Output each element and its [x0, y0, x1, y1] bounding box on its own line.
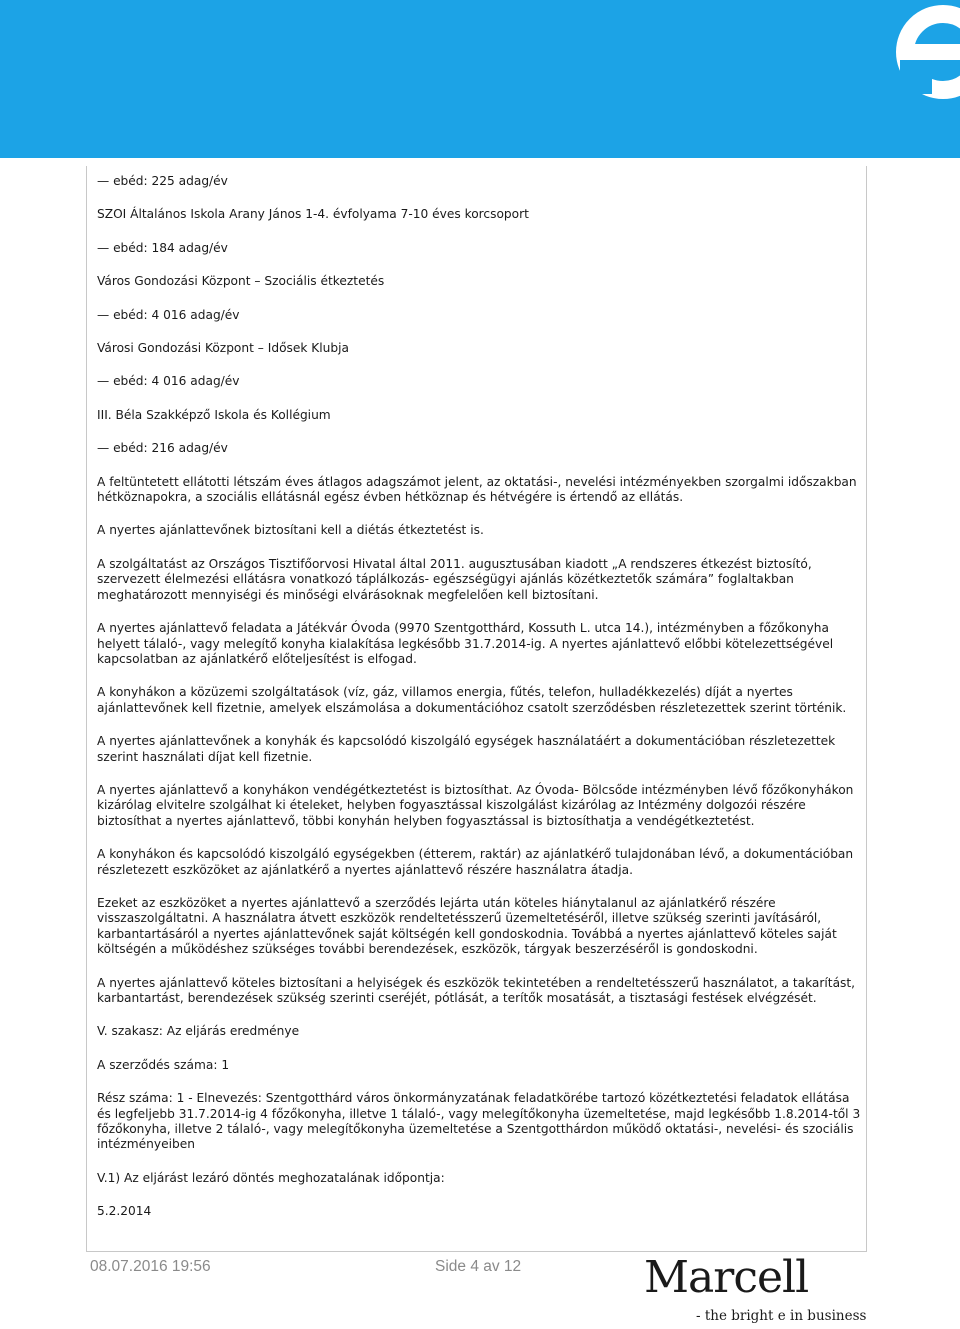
decision-date-value: 5.2.2014: [97, 1204, 152, 1219]
paragraph: A nyertes ajánlattevő feladata a Játékvár Óvoda (9970 Szentgotthárd, Kossuth L. utca 14.), intézményben a főzőkonyha helyett tálaló-, vagy melegítő konyha kialakítása legkésőbb 31.7.2014-ig. A nyertes ajánlattevő előbbi kötelezettségével kapcsolatban az ajánlatkérő előteljesítést is elfogad.: [97, 621, 834, 666]
footer-page-number: Side 4 av 12: [435, 1258, 522, 1275]
meal-count-line: — ebéd: 216 adag/év: [97, 441, 861, 456]
e-logo-icon: [840, 0, 960, 110]
institution-line: Város Gondozási Központ – Szociális étkeztetés: [97, 274, 385, 289]
paragraph: A szolgáltatást az Országos Tisztifőorvosi Hivatal által 2011. augusztusában kiadott „A rendszeres étkezést biztosító, szervezett élelmezési ellátásra vonatkozó táplálkozás- egészségügyi ajánlás közétkeztetők számára” foglaltakban meghatározott mennyiségi és minőségi elvárásoknak megfelelően kell biztosítani.: [97, 556, 812, 602]
paragraph: A nyertes ajánlattevőnek a konyhák és kapcsolódó kiszolgáló egységek használatáért a dokumentációban részletezettek szerint használati díjat kell fizetnie.: [97, 734, 836, 764]
document-body: [97, 174, 861, 1220]
decision-date-label: V.1) Az eljárást lezáró döntés meghozatalának időpontja:: [97, 1170, 445, 1185]
meal-count-line: — ebéd: 4 016 adag/év: [97, 374, 861, 389]
footer-date: 08.07.2016 19:56: [90, 1258, 211, 1275]
section-heading: V. szakasz: Az eljárás eredménye: [97, 1024, 300, 1039]
institution-line: III. Béla Szakképző Iskola és Kollégium: [97, 407, 331, 422]
brand-name: Marcell: [644, 1252, 809, 1303]
paragraph: A konyhákon a közüzemi szolgáltatások (víz, gáz, villamos energia, fűtés, telefon, hulladékkezelés) díját a nyertes ajánlattevőnek kell fizetnie, amelyek elszámolása a dokumentációhoz csatolt szerződésben részletezettek szerint történik.: [97, 685, 847, 715]
meal-count-line: — ebéd: 184 adag/év: [97, 241, 861, 256]
brand-logo: [640, 1252, 870, 1328]
institution-line: Városi Gondozási Központ – Idősek Klubja: [97, 341, 349, 356]
page-frame-left: [86, 166, 87, 1252]
institution-line: SZOI Általános Iskola Arany János 1-4. évfolyama 7-10 éves korcsoport: [97, 207, 529, 222]
lot-description: Rész száma: 1 - Elnevezés: Szentgotthárd város önkormányzatának feladatkörébe tartozó közétkeztetési feladatok ellátása és legfeljebb 31.7.2014-ig 4 főzőkonyha, illetve 1 tálaló-, vagy melegítőkonyha üzemeltetése, majd legkésőbb 1.8.2014-től 3 főzőkonyha, illetve 2 tálaló-, vagy melegítőkonyha üzemeltetése a Szentgotthárdon működő oktatási-, nevelési- és szociális intézményeiben: [97, 1091, 861, 1152]
brand-tagline: - the bright e in business: [696, 1308, 867, 1324]
paragraph: Ezeket az eszközöket a nyertes ajánlattevő a szerződés lejárta után köteles hiánytalanul az ajánlatkérő részére visszaszolgáltatni. A használatra átvett eszközök rendeltetésszerű üzemeltetéséről, illetve szükség szerinti javításáról, karbantartásáról a nyertes ajánlattevőnek saját költségén kell gondoskodnia. Továbbá a nyertes ajánlattevő köteles saját költségén a működéshez szükséges további berendezések, eszközök, tárgyak beszerzéséről is gondoskodni.: [97, 895, 837, 957]
paragraph: A nyertes ajánlattevő a konyhákon vendégétkeztetést is biztosíthat. Az Óvoda- Bölcsőde intézményben lévő főzőkonyhákon kizárólag elvitelre szolgálhat ki ételeket, helyben fogyasztással kiszolgálást kizárólag az Intézmény dolgozói részére biztosíthat a nyertes ajánlattevő, többi konyhán helyben fogyasztással is biztosíthatja a vendégétkeztetést.: [97, 782, 854, 828]
paragraph: A konyhákon és kapcsolódó kiszolgáló egységekben (étterem, raktár) az ajánlatkérő tulajdonában lévő, a dokumentációban részletezett eszközöket az ajánlatkérő a nyertes ajánlattevő részére használatra átadja.: [97, 847, 854, 877]
meal-count-line: — ebéd: 4 016 adag/év: [97, 308, 861, 323]
meal-count-line: — ebéd: 225 adag/év: [97, 174, 861, 189]
header-band: [0, 0, 960, 158]
paragraph: A nyertes ajánlattevőnek biztosítani kell a diétás étkeztetést is.: [97, 523, 484, 538]
paragraph: A nyertes ajánlattevő köteles biztosítani a helyiségek és eszközök tekintetében a rendeltetésszerű használatot, a takarítást, karbantartást, berendezések szükség szerinti cseréjét, pótlását, a terítők mosatását, a tisztasági festések elvégzését.: [97, 975, 856, 1005]
contract-number: A szerződés száma: 1: [97, 1057, 230, 1072]
paragraph: A feltüntetett ellátotti létszám éves átlagos adagszámot jelent, az oktatási-, nevelési intézményekben szorgalmi időszakban hétköznapokra, a szociális ellátásnál egész évben hétköznap és hétvégére is értendő az ellátás.: [97, 474, 857, 505]
page-frame-right: [866, 166, 867, 1252]
